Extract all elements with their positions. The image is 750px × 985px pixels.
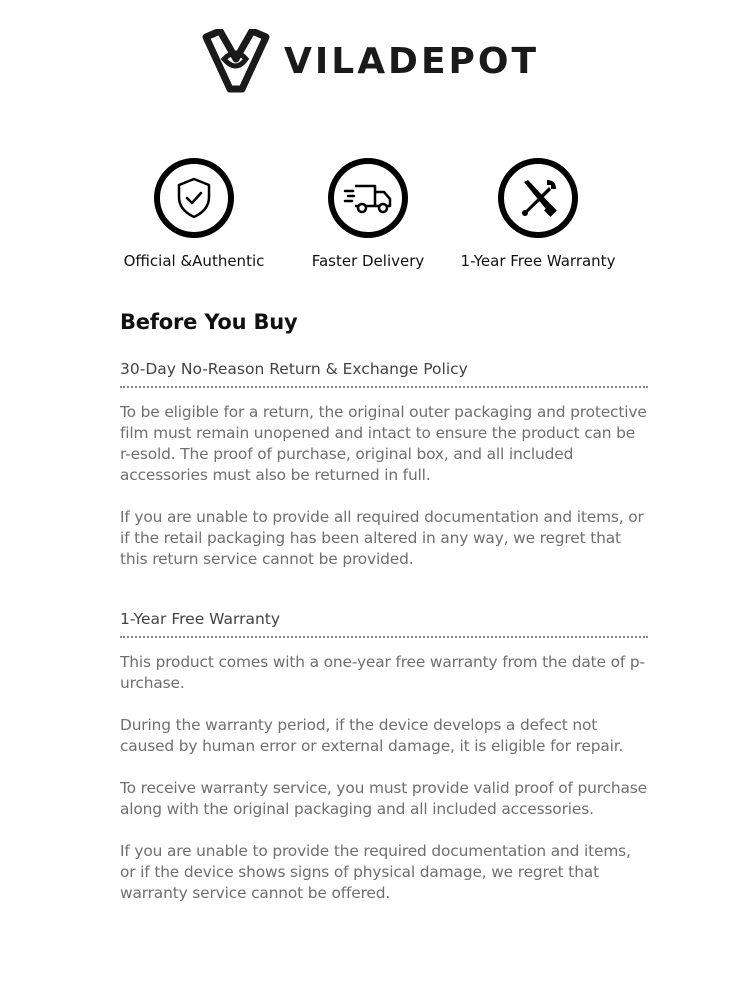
- feature-icon-circle: [154, 158, 234, 238]
- feature-icon-circle: [328, 158, 408, 238]
- feature-icon-circle: [498, 158, 578, 238]
- feature-warranty: [448, 158, 628, 270]
- section-paragraph: During the warranty period, if the device develops a defect not caused by human error or external damage, it is eligible for repair.: [120, 716, 624, 755]
- return-policy-section: [120, 360, 648, 570]
- feature-strip: [0, 158, 750, 278]
- feature-label: Faster Delivery: [311, 252, 425, 270]
- policy-content: [120, 310, 648, 930]
- delivery-truck-icon: [343, 180, 393, 216]
- section-paragraph: This product comes with a one-year free warranty from the date of p-urchase.: [120, 653, 645, 692]
- section-paragraph: To be eligible for a return, the original outer packaging and protective film must remain unopened and intact to ensure the product can be r-esold. The proof of purchase, original box, and all included accessories must also be returned in full.: [120, 403, 647, 484]
- feature-label: 1-Year Free Warranty: [460, 252, 616, 270]
- section-title: 1-Year Free Warranty: [120, 610, 648, 638]
- section-title: 30-Day No-Reason Return & Exchange Policy: [120, 360, 648, 388]
- feature-authentic: [104, 158, 284, 270]
- section-paragraph: To receive warranty service, you must provide valid proof of purchase along with the original packaging and all included accessories.: [120, 779, 647, 818]
- warranty-section: [120, 610, 648, 904]
- feature-delivery: [278, 158, 458, 270]
- feature-label: Official &Authentic: [123, 252, 265, 270]
- brand-name: VILADEPOT: [284, 40, 540, 82]
- section-paragraph: If you are unable to provide the required documentation and items, or if the device shows signs of physical damage, we regret that warranty service cannot be offered.: [120, 842, 631, 902]
- page-title: Before You Buy: [120, 310, 298, 334]
- tools-icon: [516, 176, 560, 220]
- brand-logo: [202, 28, 539, 94]
- section-paragraph: If you are unable to provide all required documentation and items, or if the retail packaging has been altered in any way, we regret that this return service cannot be provided.: [120, 508, 644, 568]
- interlocking-v-logo-icon: [202, 29, 270, 93]
- shield-check-icon: [174, 176, 214, 220]
